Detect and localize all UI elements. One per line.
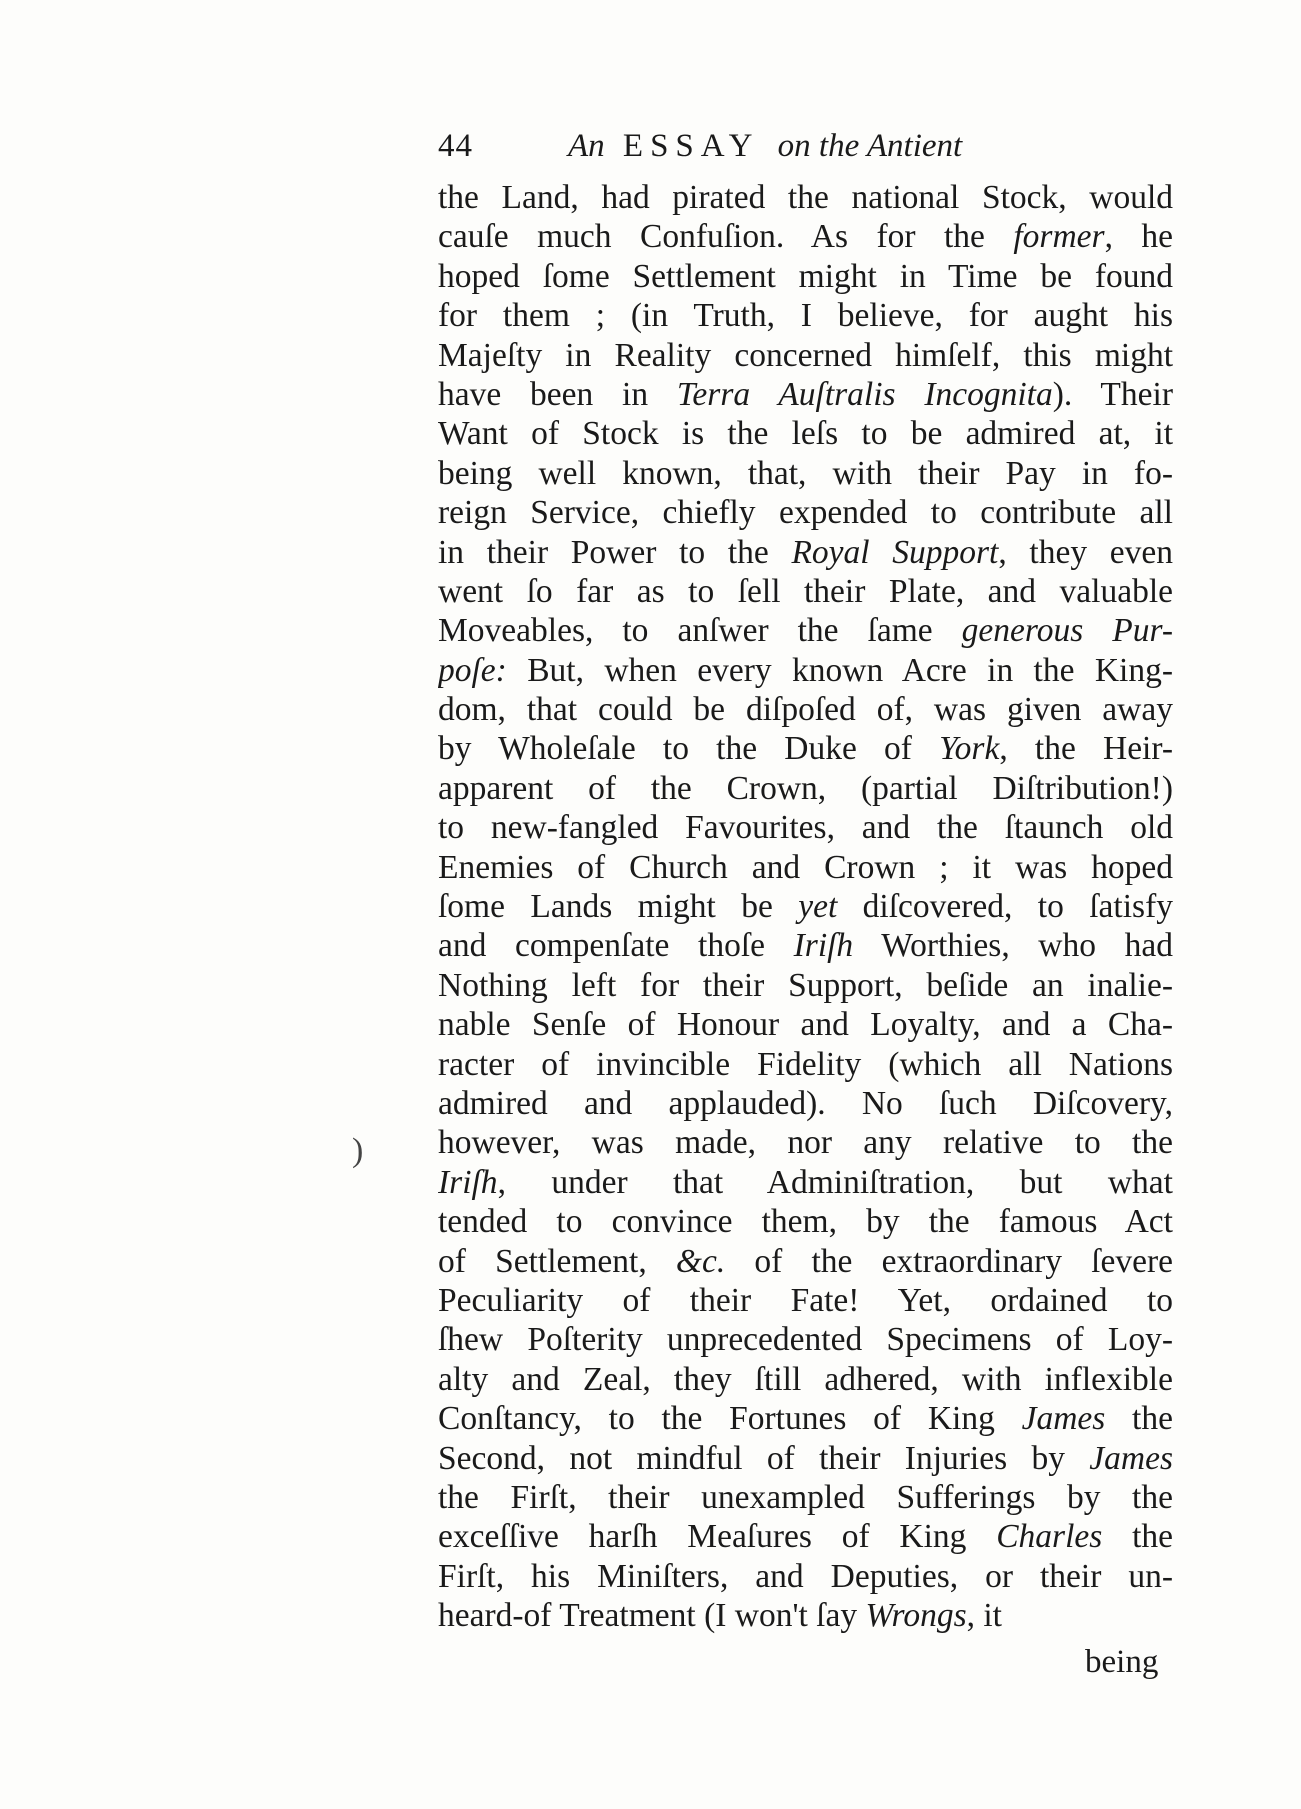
text-segment: cauſe much Confuſion. As for the [438, 218, 1014, 256]
text-line [438, 1045, 1173, 1084]
italic-text: yet [798, 888, 838, 926]
body-text [438, 178, 1173, 1635]
text-line [438, 1360, 1173, 1399]
text-line [438, 690, 1173, 729]
text-line [438, 887, 1173, 926]
text-segment: heard-of Treatment (I won't ſay [438, 1597, 866, 1635]
text-segment: dom, that could be diſpoſed of, was given away [438, 691, 1173, 729]
text-segment: tended to convince them, by the famous Act [438, 1203, 1173, 1241]
text-line [438, 808, 1173, 847]
text-segment: ſome Lands might be [438, 888, 799, 926]
text-segment: the [1102, 1518, 1173, 1556]
text-segment: by Wholeſale to the Duke of [438, 730, 940, 768]
text-segment: exceſſive harſh Meaſures of King [438, 1518, 997, 1556]
italic-text: Royal Support [791, 533, 999, 571]
text-segment: diſcovered, to ſatisfy [837, 888, 1173, 926]
text-line [438, 1439, 1173, 1478]
text-segment: Want of Stock is the leſs to be admired at, it [438, 415, 1173, 453]
page-header [438, 128, 1173, 174]
text-segment: to new-fangled Favourites, and the ſtaunch old [438, 809, 1173, 847]
text-segment: the Firſt, their unexampled Sufferings by the [438, 1478, 1173, 1516]
text-segment: Majeſty in Reality concerned himſelf, this might [438, 336, 1173, 374]
text-segment: went ſo far as to ſell their Plate, and valuable [438, 572, 1173, 610]
italic-text: York [939, 730, 1000, 768]
text-line [438, 1242, 1173, 1281]
margin-mark: ) [352, 1132, 364, 1169]
text-line [438, 1596, 1173, 1635]
italic-text: poſe: [438, 651, 507, 689]
text-line [438, 375, 1173, 414]
text-line [438, 217, 1173, 256]
text-segment: Second, not mindful of their Injuries by [438, 1439, 1090, 1477]
text-segment: the Land, had pirated the national Stock, would [438, 179, 1173, 216]
italic-text: Charles [996, 1518, 1103, 1556]
text-segment: ). Their [1052, 375, 1173, 413]
text-line [438, 1517, 1173, 1556]
italic-text: James [1089, 1439, 1173, 1477]
text-line [438, 1005, 1173, 1044]
text-line [438, 1399, 1173, 1438]
text-segment: Firſt, his Miniſters, and Deputies, or their un- [438, 1557, 1173, 1595]
text-line [438, 414, 1173, 453]
text-segment: being well known, that, with their Pay in fo- [438, 454, 1173, 492]
text-segment: the [1105, 1400, 1173, 1438]
text-line [438, 533, 1173, 572]
text-segment: Conſtancy, to the Fortunes of King [438, 1400, 1022, 1438]
text-segment: nable Senſe of Honour and Loyalty, and a Cha- [438, 1006, 1173, 1044]
running-head-prefix: An [568, 128, 605, 164]
italic-text: generous Pur- [961, 612, 1173, 650]
running-head [568, 128, 962, 165]
text-segment: , the Heir- [999, 730, 1173, 768]
text-line [438, 1281, 1173, 1320]
text-segment: , it [966, 1597, 1002, 1635]
text-segment: , he [1104, 218, 1173, 256]
text-segment: But, when every known Acre in the King- [506, 651, 1173, 689]
italic-text: Iriſh [793, 927, 854, 965]
text-line [438, 1084, 1173, 1123]
text-line [438, 848, 1173, 887]
text-segment: Nothing left for their Support, beſide an inalie- [438, 966, 1173, 1004]
text-segment: Moveables, to anſwer the ſame [438, 612, 962, 650]
italic-text: former [1013, 218, 1105, 256]
text-segment: however, was made, nor any relative to the [438, 1124, 1173, 1162]
text-segment: of the extraordinary ſevere [725, 1242, 1173, 1280]
text-line [438, 296, 1173, 335]
text-line [438, 611, 1173, 650]
text-segment: Peculiarity of their Fate! Yet, ordained to [438, 1281, 1173, 1319]
text-segment: admired and applauded). No ſuch Diſcovery, [438, 1084, 1173, 1122]
text-segment: for them ; (in Truth, I believe, for aught his [438, 297, 1173, 335]
text-segment: apparent of the Crown, (partial Diſtribution!) [438, 769, 1173, 807]
italic-text: Wrongs [865, 1597, 967, 1635]
text-line [438, 1163, 1173, 1202]
text-segment: have been in [438, 375, 677, 413]
text-line [438, 651, 1173, 690]
text-segment: Enemies of Church and Crown ; it was hoped [438, 848, 1173, 886]
text-segment: reign Service, chiefly expended to contribute all [438, 494, 1173, 532]
text-line [438, 729, 1173, 768]
text-line [438, 966, 1173, 1005]
italic-text: Terra Auſtralis Incognita [676, 375, 1053, 413]
text-line [438, 1320, 1173, 1359]
text-segment: of Settlement, [438, 1242, 676, 1280]
text-segment: racter of invincible Fidelity (which all Nations [438, 1045, 1173, 1083]
page-number: 44 [438, 128, 473, 164]
running-head-suffix: on the Antient [777, 128, 963, 164]
italic-text: Iriſh [438, 1163, 498, 1201]
text-line [438, 1123, 1173, 1162]
text-line [438, 257, 1173, 296]
text-line [438, 1202, 1173, 1241]
catchword: being [1085, 1644, 1159, 1680]
italic-text: James [1021, 1400, 1106, 1438]
text-segment: , under that Adminiſtration, but what [497, 1163, 1173, 1201]
text-line [438, 769, 1173, 808]
text-segment: and compenſate thoſe [438, 927, 794, 965]
text-segment: hoped ſome Settlement might in Time be found [438, 257, 1173, 295]
italic-text: &c. [675, 1242, 726, 1280]
text-line [438, 493, 1173, 532]
text-segment: alty and Zeal, they ſtill adhered, with inflexible [438, 1360, 1173, 1398]
text-line [438, 926, 1173, 965]
text-segment: Worthies, who had [853, 927, 1173, 965]
text-line [438, 1478, 1173, 1517]
text-segment: in their Power to the [438, 533, 792, 571]
text-line [438, 178, 1173, 217]
text-line [438, 454, 1173, 493]
text-segment: ſhew Poſterity unprecedented Specimens of Loy- [438, 1321, 1173, 1359]
text-segment: , they even [998, 533, 1173, 571]
text-line [438, 1557, 1173, 1596]
text-line [438, 336, 1173, 375]
text-line [438, 572, 1173, 611]
running-head-title: ESSAY [622, 128, 760, 164]
